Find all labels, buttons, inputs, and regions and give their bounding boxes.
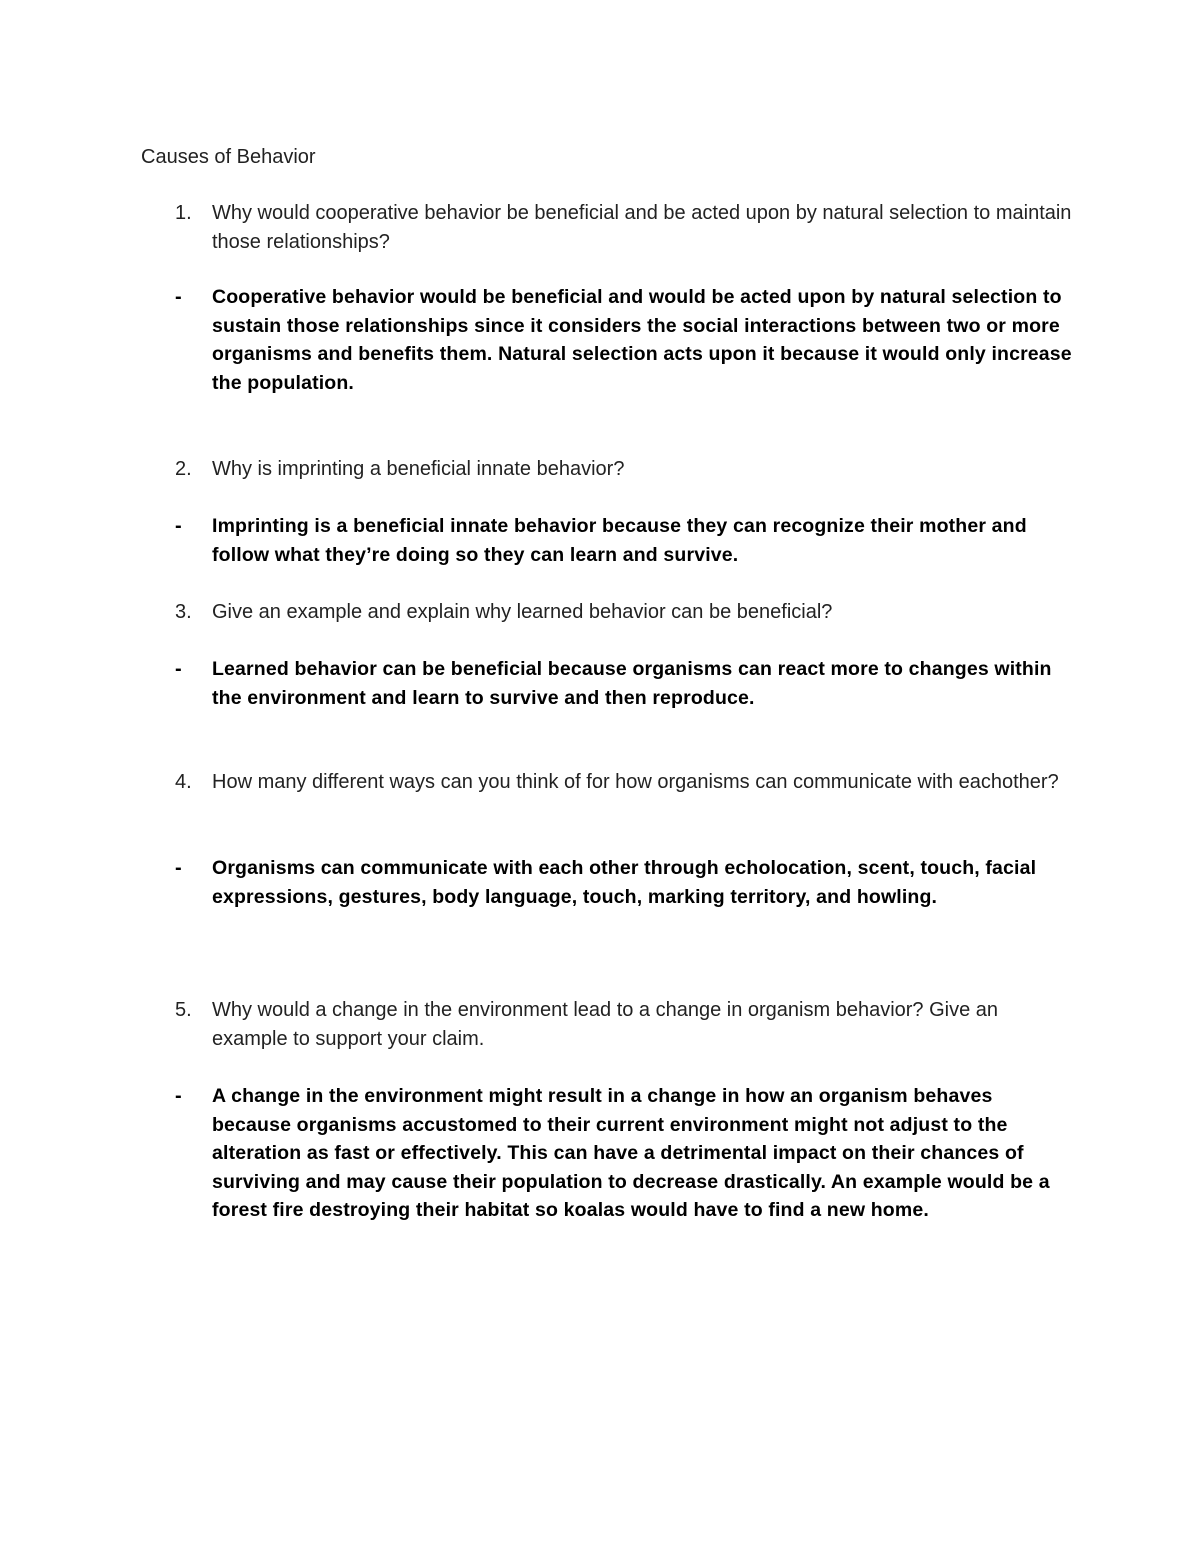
- question-text: Why is imprinting a beneficial innate behavior?: [212, 458, 625, 480]
- answer-bullet: -: [175, 515, 182, 537]
- question-number: 5.: [175, 999, 192, 1021]
- answer-bullet: -: [175, 857, 182, 879]
- answer-text: Learned behavior can be beneficial because organisms can react more to changes within the environment and learn to survive and then reproduce.: [212, 658, 1052, 709]
- question-number: 4.: [175, 771, 192, 793]
- document-title: Causes of Behavior: [141, 146, 316, 168]
- question-text: How many different ways can you think of for how organisms can communicate with eachother?: [212, 771, 1059, 793]
- answer-text: Imprinting is a beneficial innate behavior because they can recognize their mother and follow what they’re doing so they can learn and survive.: [212, 515, 1027, 566]
- question-number: 2.: [175, 458, 192, 480]
- answer-bullet: -: [175, 658, 182, 680]
- answer-text: Organisms can communicate with each other through echolocation, scent, touch, facial expressions, gestures, body language, touch, marking territory, and howling.: [212, 857, 1037, 908]
- question-number: 3.: [175, 601, 192, 623]
- question-text: Give an example and explain why learned behavior can be beneficial?: [212, 601, 833, 623]
- question-text: Why would a change in the environment lead to a change in organism behavior? Give an example to support your claim.: [212, 999, 999, 1050]
- answer-bullet: -: [175, 1085, 182, 1107]
- answer-text: A change in the environment might result in a change in how an organism behaves because organisms accustomed to their current environment might not adjust to the alteration as fast or effectively. This can have a detrimental impact on their chances of surviving and may cause their population to decrease drastically. An example would be a forest fire destroying their habitat so koalas would have to find a new home.: [212, 1085, 1050, 1222]
- answer-bullet: -: [175, 286, 182, 308]
- question-text: Why would cooperative behavior be beneficial and be acted upon by natural selection to maintain those relationships?: [212, 202, 1072, 253]
- answer-text: Cooperative behavior would be beneficial and would be acted upon by natural selection to sustain those relationships since it considers the social interactions between two or more organisms and benefits them. Natural selection acts upon it because it would only increase the population.: [212, 286, 1072, 394]
- question-number: 1.: [175, 202, 192, 224]
